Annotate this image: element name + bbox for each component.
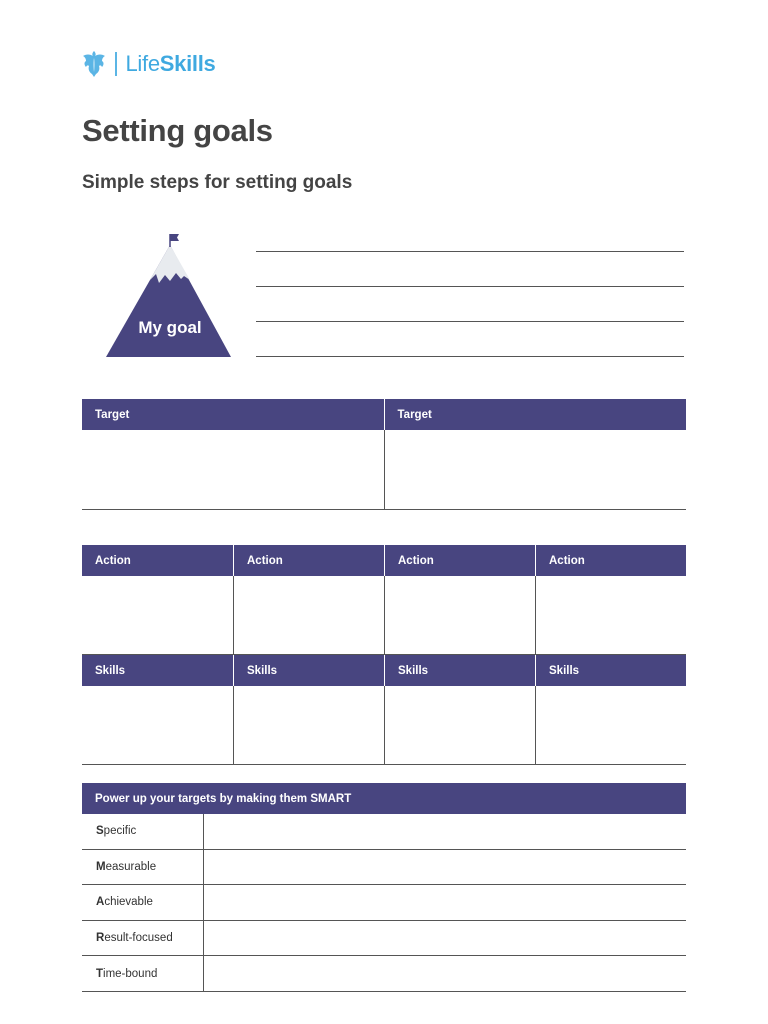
- action-cell[interactable]: [384, 576, 535, 655]
- target-column: [82, 399, 384, 509]
- action-header: Action: [82, 545, 233, 576]
- skills-header: Skills: [82, 655, 233, 686]
- flag-icon: [170, 234, 179, 241]
- smart-input-cell[interactable]: [204, 814, 686, 849]
- smart-row-time-bound: [82, 956, 686, 992]
- smart-label: [82, 885, 204, 920]
- action-header: Action: [384, 545, 535, 576]
- smart-input-cell[interactable]: [204, 956, 686, 991]
- action-cell[interactable]: [233, 576, 384, 655]
- skills-cell[interactable]: [233, 686, 384, 765]
- action-column: [535, 545, 686, 655]
- smart-input-cell[interactable]: [204, 850, 686, 885]
- skills-cell[interactable]: [535, 686, 686, 765]
- smart-initial: A: [96, 896, 105, 909]
- skills-column: [233, 655, 384, 765]
- goal-writing-line[interactable]: [256, 251, 684, 252]
- logo-wordmark: [126, 50, 216, 78]
- action-column: [384, 545, 535, 655]
- smart-header: Power up your targets by making them SMART: [82, 783, 686, 814]
- action-cell[interactable]: [82, 576, 233, 655]
- smart-input-cell[interactable]: [204, 921, 686, 956]
- smart-label: [82, 921, 204, 956]
- smart-input-cell[interactable]: [204, 885, 686, 920]
- mountain-goal-illustration: [104, 231, 234, 361]
- goal-writing-line[interactable]: [256, 356, 684, 357]
- smart-initial: T: [96, 967, 104, 980]
- skills-cell[interactable]: [82, 686, 233, 765]
- skills-header: Skills: [233, 655, 384, 686]
- page-title: Setting goals: [82, 113, 273, 148]
- page-subtitle: Simple steps for setting goals: [82, 172, 353, 193]
- target-header: Target: [82, 399, 384, 430]
- smart-initial: S: [96, 825, 104, 838]
- goal-writing-line[interactable]: [256, 321, 684, 322]
- action-column: [82, 545, 233, 655]
- smart-label-rest: easurable: [105, 860, 157, 873]
- smart-row-result-focused: [82, 921, 686, 957]
- skills-table: [82, 655, 686, 765]
- action-header: Action: [233, 545, 384, 576]
- target-table: [82, 399, 686, 510]
- logo-text-bold: Skills: [159, 51, 216, 76]
- target-header: Target: [384, 399, 687, 430]
- skills-column: [82, 655, 233, 765]
- smart-initial: M: [96, 860, 106, 873]
- logo-separator: [115, 52, 117, 76]
- skills-column: [535, 655, 686, 765]
- eagle-logo-icon: [82, 50, 106, 78]
- target-column: [384, 399, 687, 509]
- smart-label: [82, 814, 204, 849]
- target-cell[interactable]: [385, 430, 687, 509]
- smart-label: [82, 956, 204, 991]
- action-cell[interactable]: [535, 576, 686, 655]
- smart-initial: R: [96, 932, 105, 945]
- logo-text-light: Life: [125, 51, 160, 76]
- skills-column: [384, 655, 535, 765]
- smart-label-rest: ime-bound: [103, 967, 158, 980]
- skills-cell[interactable]: [384, 686, 535, 765]
- smart-row-achievable: [82, 885, 686, 921]
- smart-row-measurable: [82, 850, 686, 886]
- smart-label-rest: pecific: [103, 825, 137, 838]
- action-table: [82, 545, 686, 655]
- skills-header: Skills: [384, 655, 535, 686]
- target-cell[interactable]: [82, 430, 384, 509]
- goal-label: My goal: [138, 318, 202, 337]
- action-header: Action: [535, 545, 686, 576]
- lifeskills-logo: [82, 50, 215, 78]
- action-column: [233, 545, 384, 655]
- smart-table: [82, 783, 686, 992]
- smart-label-rest: esult-focused: [104, 932, 173, 945]
- smart-label: [82, 850, 204, 885]
- skills-header: Skills: [535, 655, 686, 686]
- smart-label-rest: chievable: [104, 896, 153, 909]
- goal-writing-line[interactable]: [256, 286, 684, 287]
- smart-row-specific: [82, 814, 686, 850]
